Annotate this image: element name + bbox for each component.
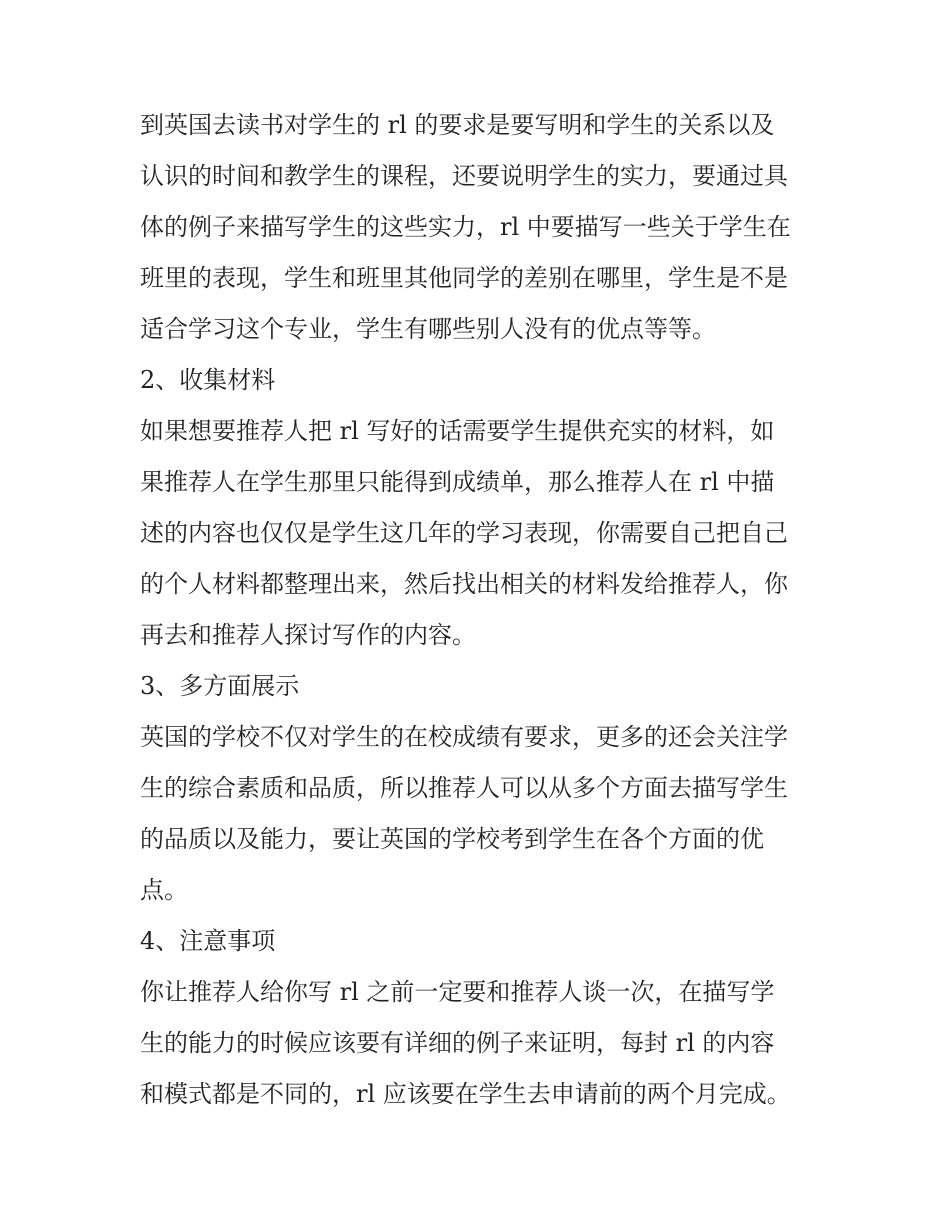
- text-line: 的品质以及能力，要让英国的学校考到学生在各个方面的优: [140, 825, 764, 853]
- text-line: 英国的学校不仅对学生的在校成绩有要求，更多的还会关注学: [140, 723, 788, 751]
- text-line: 认识的时间和教学生的课程，还要说明学生的实力，要通过具: [140, 162, 788, 190]
- section-heading-notes: 4、注意事项: [140, 927, 276, 955]
- text-line: 班里的表现，学生和班里其他同学的差别在哪里，学生是不是: [140, 264, 788, 292]
- text-line: 再去和推荐人探讨写作的内容。: [140, 621, 476, 649]
- text-line: 你让推荐人给你写 rl 之前一定要和推荐人谈一次，在描写学: [140, 978, 775, 1006]
- text-line: 述的内容也仅仅是学生这几年的学习表现，你需要自己把自己: [140, 519, 788, 547]
- text-line: 果推荐人在学生那里只能得到成绩单，那么推荐人在 rl 中描: [140, 468, 775, 496]
- section-heading-multi-aspect: 3、多方面展示: [140, 672, 300, 700]
- paragraph-collect-materials: [140, 406, 820, 661]
- text-line: 到英国去读书对学生的 rl 的要求是要写明和学生的关系以及: [140, 111, 775, 139]
- text-line: 生的能力的时候应该要有详细的例子来证明，每封 rl 的内容: [140, 1029, 775, 1057]
- text-line: 生的综合素质和品质，所以推荐人可以从多个方面去描写学生: [140, 774, 788, 802]
- text-line: 和模式都是不同的，rl 应该要在学生去申请前的两个月完成。: [140, 1080, 791, 1108]
- text-line: 点。: [140, 876, 188, 904]
- section-heading-collect-materials: 2、收集材料: [140, 366, 276, 394]
- paragraph-requirements: [140, 100, 820, 355]
- text-line: 的个人材料都整理出来，然后找出相关的材料发给推荐人，你: [140, 570, 788, 598]
- text-line: 适合学习这个专业，学生有哪些别人没有的优点等等。: [140, 315, 716, 343]
- paragraph-multi-aspect: [140, 712, 820, 916]
- paragraph-notes: [140, 967, 820, 1120]
- document-page: [140, 100, 820, 1120]
- text-line: 体的例子来描写学生的这些实力，rl 中要描写一些关于学生在: [140, 213, 791, 241]
- text-line: 如果想要推荐人把 rl 写好的话需要学生提供充实的材料，如: [140, 417, 775, 445]
